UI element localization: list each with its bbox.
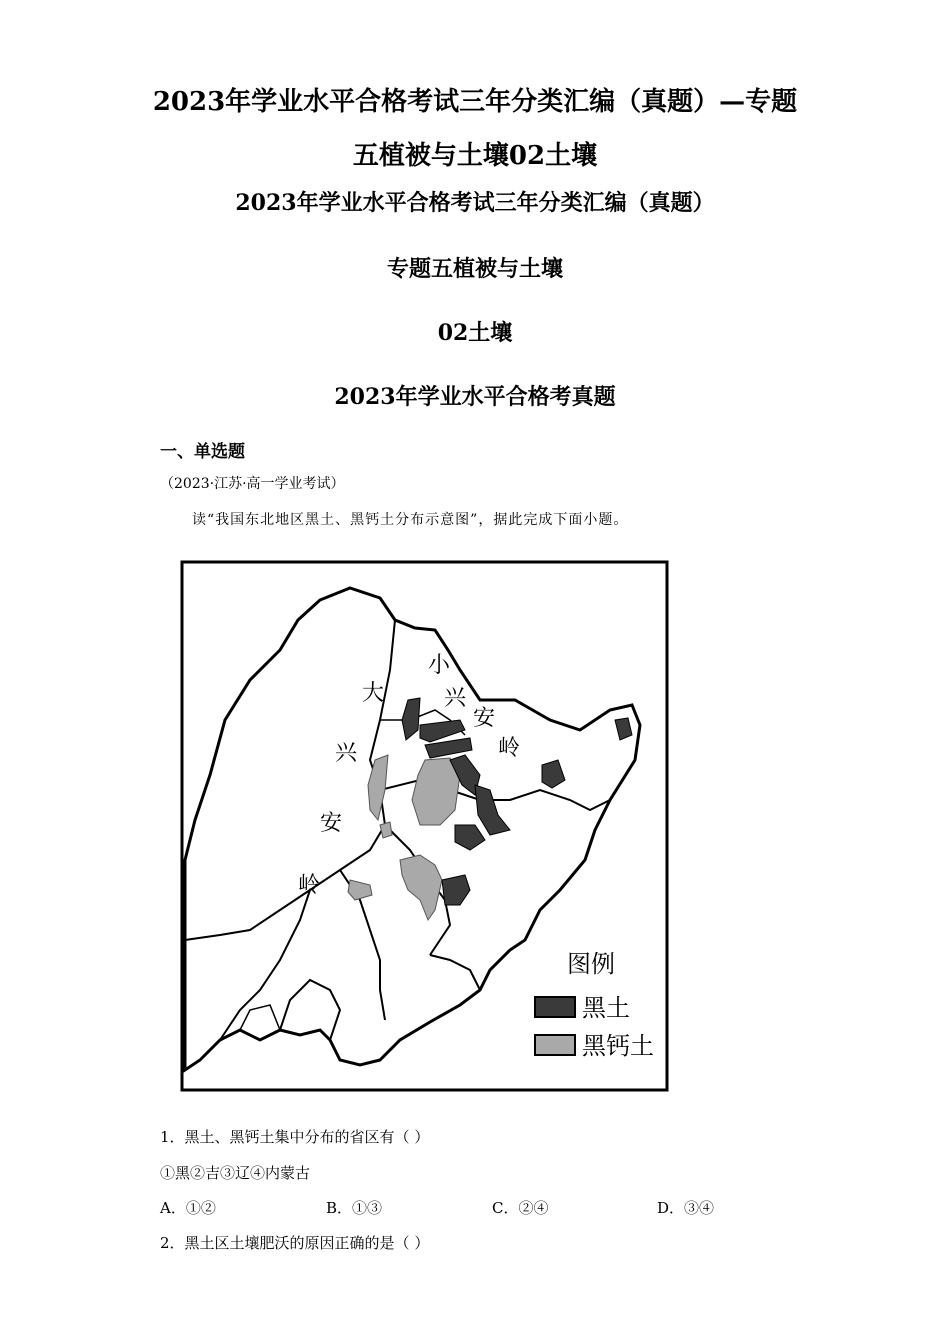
- question-2-stem: 2．黑土区土壤肥沃的原因正确的是（ ）: [160, 1234, 430, 1252]
- label-daxing-4: 岭: [298, 873, 321, 898]
- subtitle-exam: 2023年学业水平合格考真题: [334, 384, 616, 410]
- legend-chernozem-swatch: [535, 1035, 575, 1055]
- legend-chernozem-label: 黑钙土: [582, 1032, 654, 1060]
- question-1-items: ①黑②吉③辽④内蒙古: [160, 1164, 311, 1182]
- section-heading: 一、单选题: [160, 442, 245, 462]
- question-1-option-d[interactable]: D．③④: [657, 1199, 715, 1217]
- subtitle-compilation: 2023年学业水平合格考试三年分类汇编（真题）: [235, 190, 715, 216]
- question-1-option-b[interactable]: B．①③: [326, 1199, 383, 1217]
- subtitle-section: 02土壤: [437, 320, 513, 346]
- label-daxing-1: 大: [362, 681, 385, 706]
- label-daxing-2: 兴: [335, 741, 358, 766]
- legend-black-soil-swatch: [535, 997, 575, 1017]
- label-daxing-3: 安: [320, 811, 343, 836]
- label-xiaoxing-3: 安: [473, 706, 496, 731]
- question-1-option-c[interactable]: C．②④: [492, 1199, 549, 1217]
- intro-text: 读“我国东北地区黑土、黑钙土分布示意图”，据此完成下面小题。: [192, 512, 629, 528]
- label-xiaoxing-1: 小: [428, 653, 451, 678]
- label-xiaoxing-2: 兴: [444, 686, 467, 711]
- subtitle-topic: 专题五植被与土壤: [386, 256, 563, 282]
- question-1-stem: 1．黑土、黑钙土集中分布的省区有（ ）: [160, 1128, 430, 1146]
- question-1-option-a[interactable]: A．①②: [160, 1199, 216, 1217]
- label-xiaoxing-4: 岭: [498, 736, 521, 761]
- legend-title: 图例: [567, 950, 615, 978]
- legend-black-soil-label: 黑土: [582, 994, 630, 1022]
- soil-distribution-map: [180, 560, 670, 1093]
- main-title: 2023年学业水平合格考试三年分类汇编（真题）—专题五植被与土壤02土壤: [152, 87, 798, 171]
- question-source: （2023·江苏·高一学业考试）: [160, 476, 345, 492]
